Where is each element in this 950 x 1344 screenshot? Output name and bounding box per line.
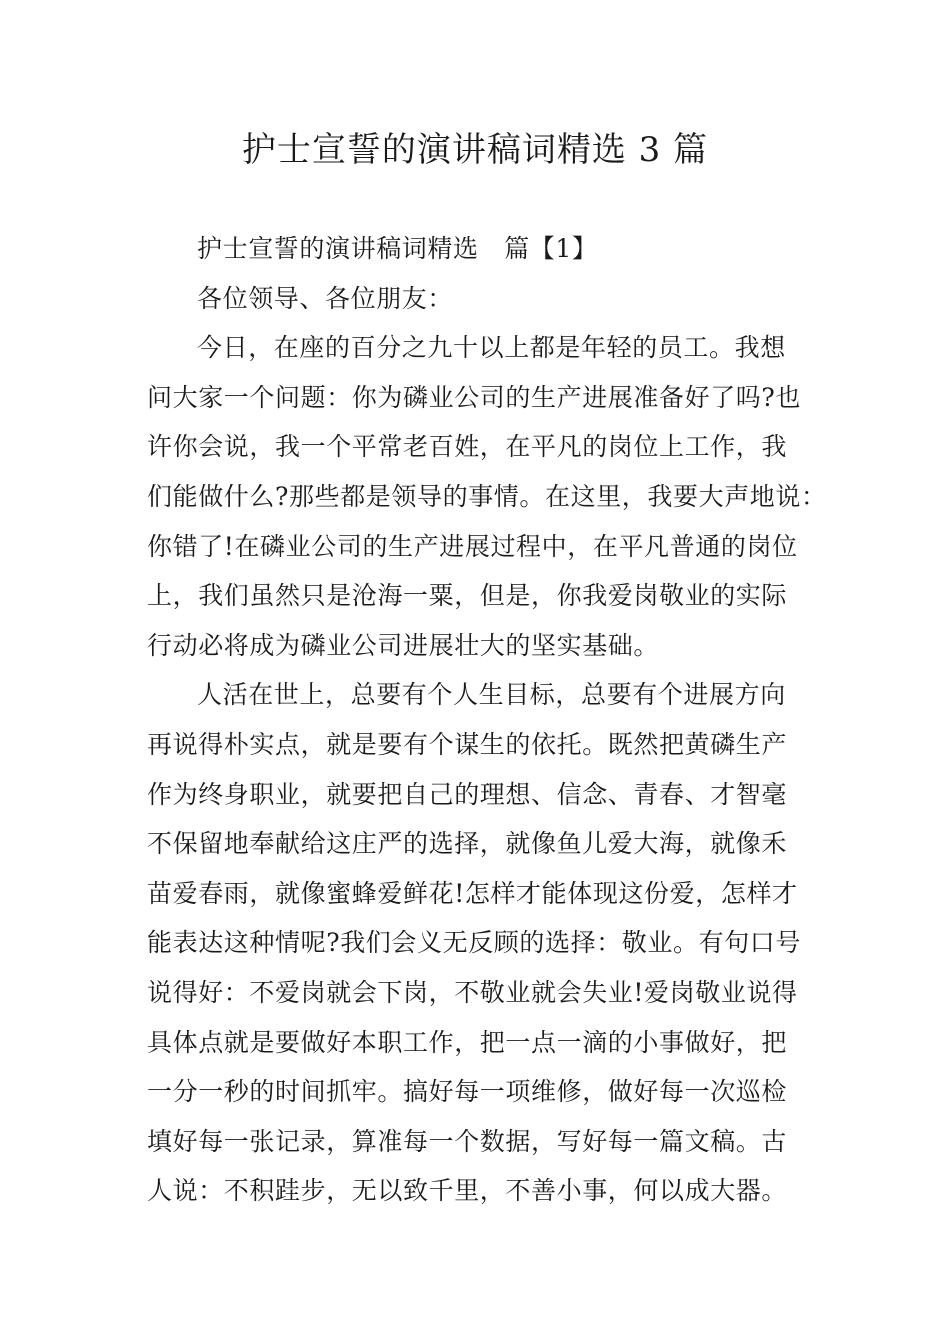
paragraph-line: 填好每一张记录，算准每一个数据，写好每一篇文稿。古: [147, 1126, 788, 1156]
document-body: [147, 224, 827, 1216]
section-heading: 护士宣誓的演讲稿词精选 篇【1】: [197, 234, 598, 263]
paragraph-line: 人活在世上，总要有个人生目标，总要有个进展方向: [197, 680, 786, 710]
paragraph-line: 不保留地奉献给这庄严的选择，就像鱼儿爱大海，就像禾: [147, 829, 788, 859]
paragraph-line: 具体点就是要做好本职工作，把一点一滴的小事做好，把: [147, 1027, 788, 1057]
paragraph-line: 们能做什么?那些都是领导的事情。在这里，我要大声地说：: [147, 481, 827, 511]
paragraph-line: 作为终身职业，就要把自己的理想、信念、青春、才智毫: [147, 779, 788, 809]
paragraph-line: 苗爱春雨，就像蜜蜂爱鲜花!怎样才能体现这份爱，怎样才: [147, 878, 798, 908]
paragraph-line: 许你会说，我一个平常老百姓，在平凡的岗位上工作，我: [147, 432, 788, 462]
paragraph-line: 说得好：不爱岗就会下岗，不敬业就会失业!爱岗敬业说得: [147, 977, 798, 1007]
paragraph-line: 人说：不积跬步，无以致千里，不善小事，何以成大器。: [147, 1176, 788, 1206]
paragraph-line: 上，我们虽然只是沧海一粟，但是，你我爱岗敬业的实际: [147, 581, 788, 611]
paragraph-line: 一分一秒的时间抓牢。搞好每一项维修，做好每一次巡检: [147, 1077, 788, 1107]
paragraph-line: 行动必将成为磷业公司进展壮大的坚实基础。: [147, 630, 660, 660]
paragraph-line: 今日，在座的百分之九十以上都是年轻的员工。我想: [197, 333, 786, 363]
paragraph-line: 你错了!在磷业公司的生产进展过程中，在平凡普通的岗位: [147, 531, 798, 561]
paragraph-line: 再说得朴实点，就是要有个谋生的依托。既然把黄磷生产: [147, 729, 788, 759]
paragraph-line: 能表达这种情呢?我们会义无反顾的选择：敬业。有句口号: [147, 928, 802, 958]
paragraph-line: 问大家一个问题：你为磷业公司的生产进展准备好了吗?也: [147, 382, 802, 412]
document-title: 护士宣誓的演讲稿词精选 3 篇: [241, 130, 709, 170]
salutation: 各位领导、各位朋友：: [197, 283, 454, 313]
